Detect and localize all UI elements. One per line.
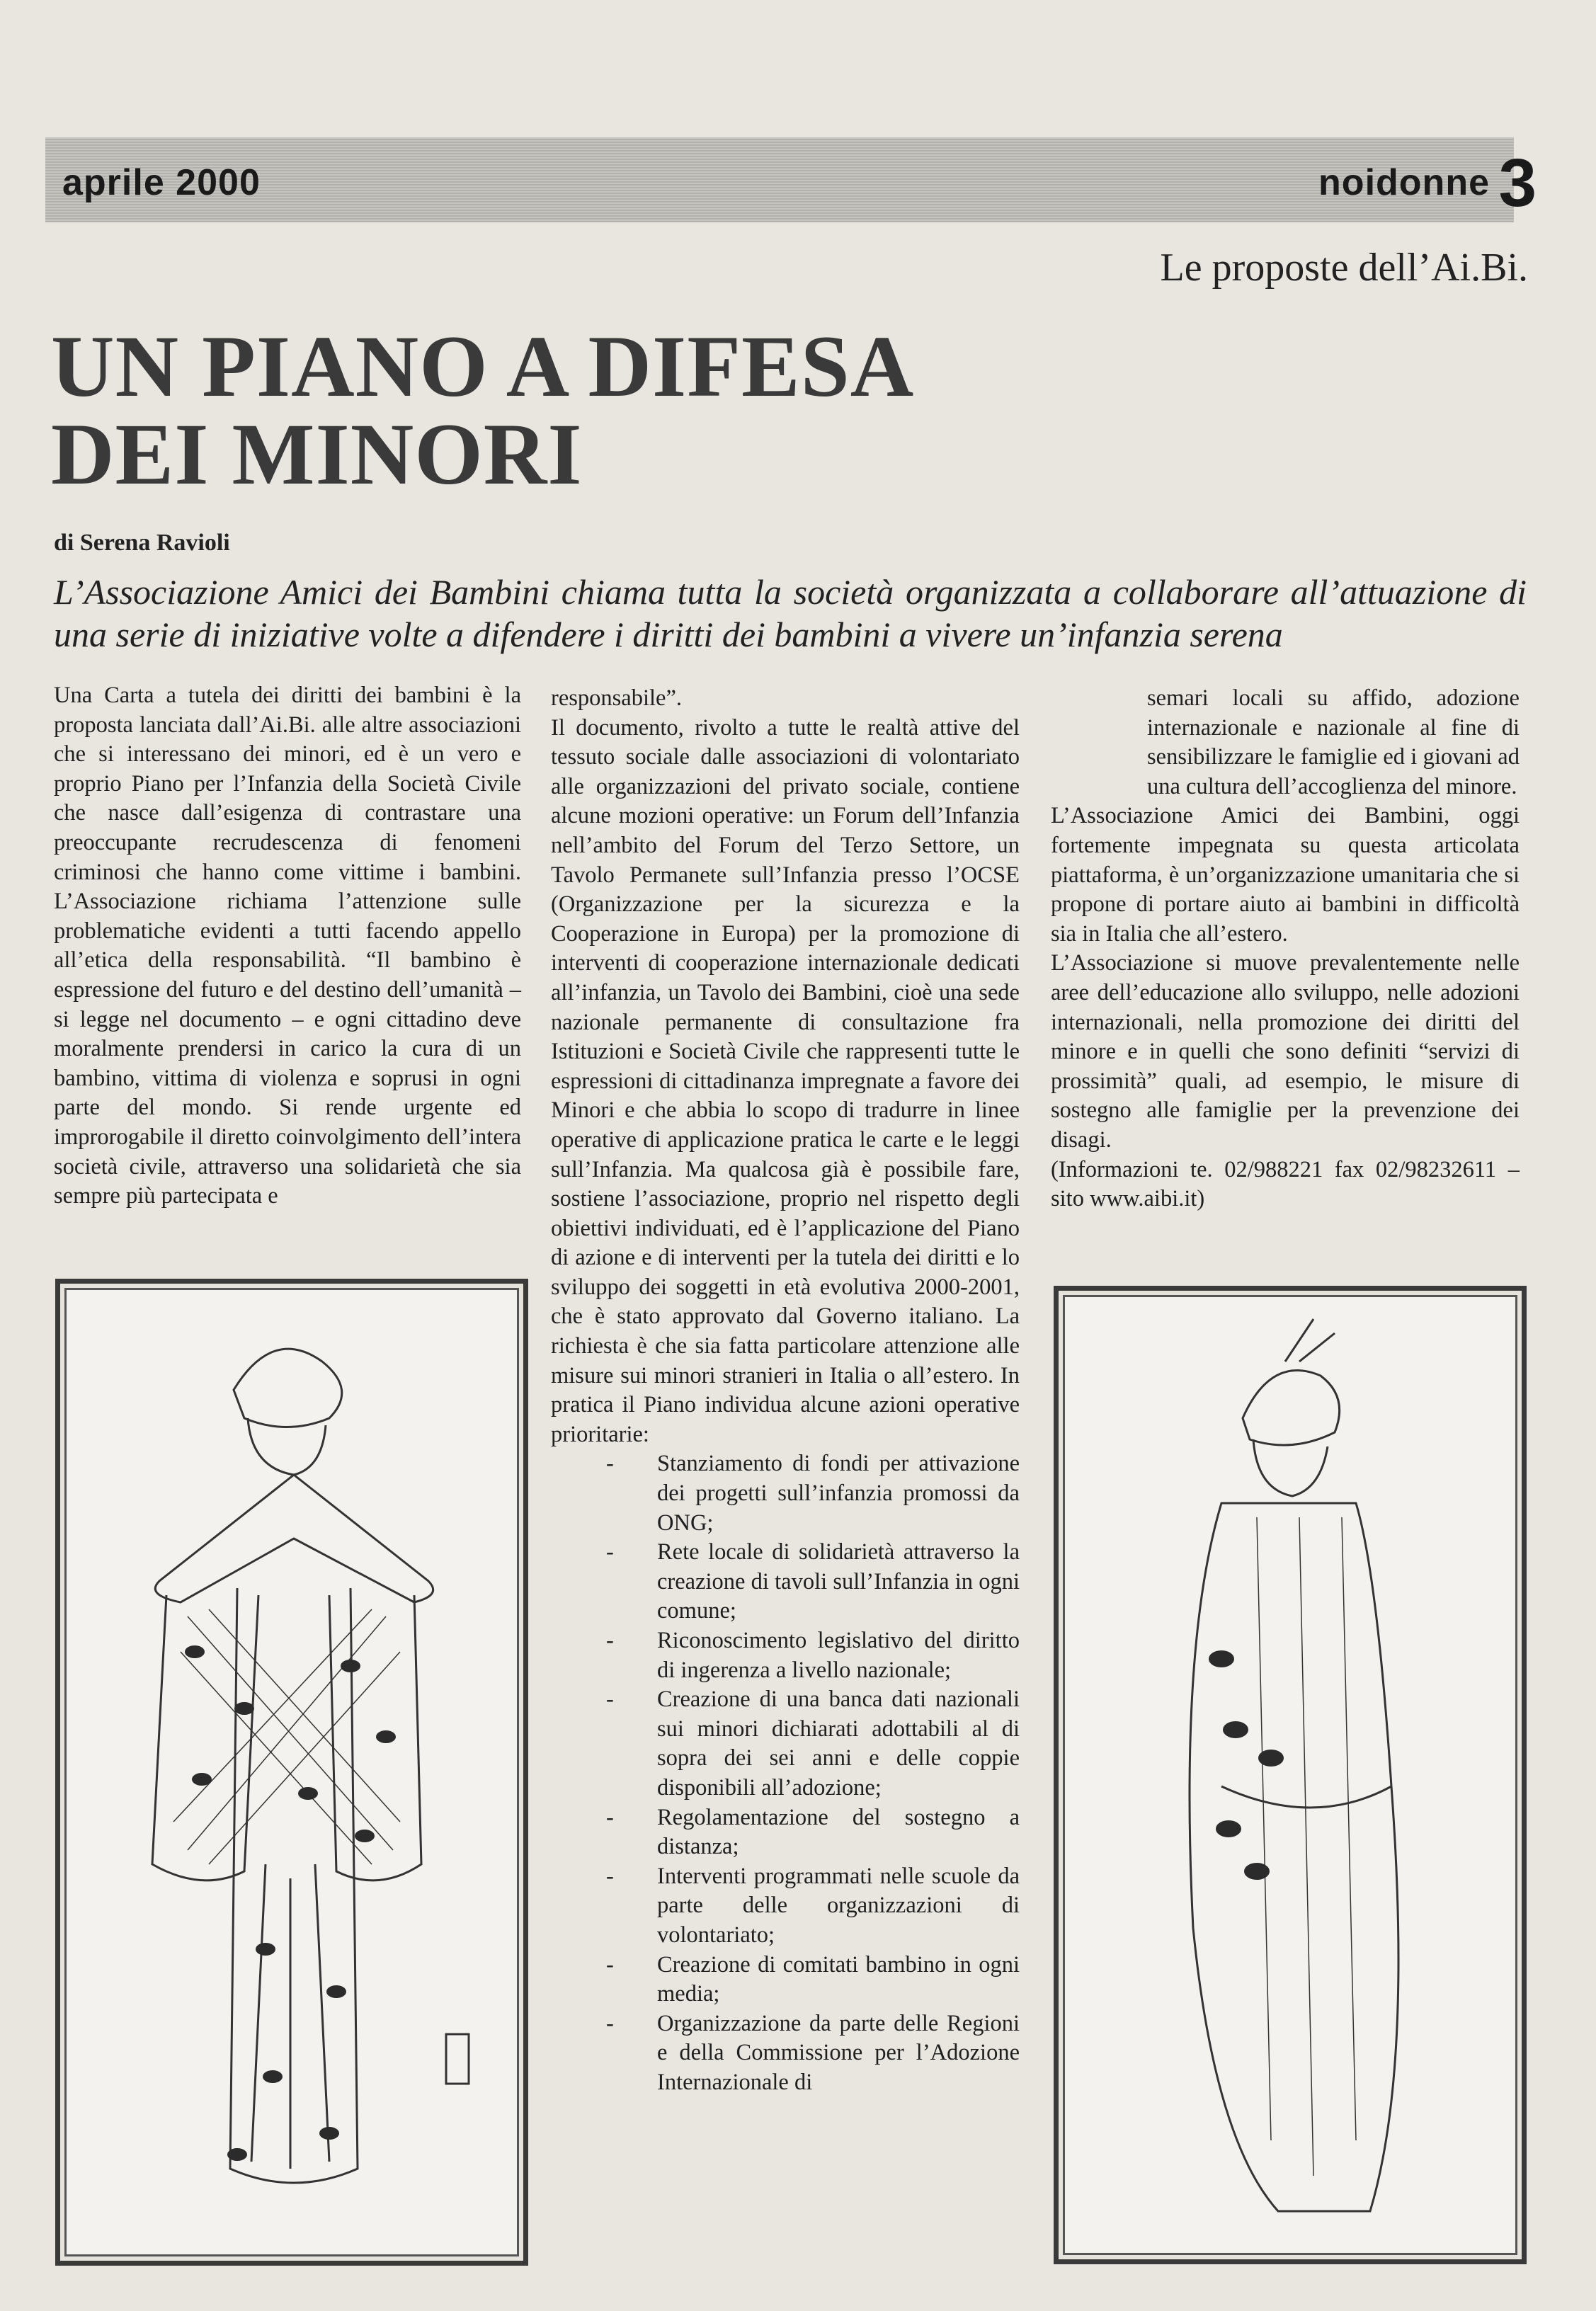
list-item: - Creazione di una banca dati nazionali sui minori dichiarati adottabili al di sopra dei sei anni e delle coppie disponibili all’adozione;	[606, 1687, 1020, 1801]
bullet-dash: -	[606, 1804, 614, 1830]
bullet-dash: -	[606, 2010, 614, 2036]
list-item: - Interventi programmati nelle scuole da parte delle organizzazioni di volontariato;	[606, 1863, 1020, 1948]
list-item: - Regolamentazione del sostegno a distanza;	[606, 1804, 1020, 1860]
woman-cloak-drawing	[1059, 1291, 1522, 2259]
illustration-right	[1054, 1286, 1527, 2264]
section-kicker: Le proposte dell’Ai.Bi.	[1160, 246, 1528, 290]
column-2-intro: responsabile”.	[551, 685, 683, 711]
bullet-dash: -	[606, 1863, 614, 1889]
headline-line-2: DEI MINORI	[51, 406, 583, 503]
article-column-3	[1051, 684, 1520, 1214]
column-1-text: Una Carta a tutela dei diritti dei bambini è la proposta lanciata dall’Ai.Bi. alle altre associazioni che si interessano dei minori, ed è un vero e proprio Piano per l’Infanzia della Società Civile che nasce dall’esigenza di contrastare una preoccupante recrudescenza di fenomeni criminosi che hanno come vittime i bambini. L’Associazione richiama l’attenzione sulle problematiche evidenti a tutti facendo appello all’etica della responsabilità. “Il bambino è espressione del futuro e del destino dell’umanità – si legge nel documento – e ogni cittadino deve moralmente prendersi in carico la cura di un bambino, vittima di violenza e soprusi in ogni parte del mondo. Si rende urgente ed improrogabile il diretto coinvolgimento dell’intera società civile, attraverso una solidarietà che sia sempre più partecipata e	[54, 683, 521, 1209]
list-item: - Creazione di comitati bambino in ogni media;	[606, 1951, 1020, 2007]
illustration-left	[55, 1279, 528, 2266]
priority-actions-list	[551, 1449, 1020, 2097]
byline: di Serena Ravioli	[54, 530, 230, 556]
bullet-dash: -	[606, 1687, 614, 1713]
article-deck: L’Associazione Amici dei Bambini chiama tutta la società organizzata a collaborare all’attuazione di una serie di iniziative volte a difendere i diritti dei bambini a vivere un’infanzia serena	[54, 572, 1527, 654]
issue-date: aprile 2000	[62, 162, 261, 203]
contact-info: (Informazioni te. 02/988221 fax 02/98232611 – sito www.aibi.it)	[1051, 1156, 1520, 1212]
bullet-dash: -	[606, 1628, 614, 1653]
list-item: - Rete locale di solidarietà attraverso la creazione di tavoli sull’Infanzia in ogni comune;	[606, 1539, 1020, 1624]
column-3-paragraph-1: L’Associazione Amici dei Bambini, oggi fortemente impegnata su questa articolata piattaforma, è un’organizzazione umanitaria che si propone di portare aiuto ai bambini in difficoltà sia in Italia che all’estero.	[1051, 803, 1520, 947]
page-number: 3	[1498, 145, 1537, 221]
column-2-text: Il documento, rivolto a tutte le realtà attive del tessuto sociale dalle associazioni di volontariato alle organizzazioni del privato sociale, contiene alcune mozioni operative: un Forum dell’Infanzia nell’ambito del Forum del Terzo Settore, un Tavolo Permanete sull’Infanzia presso l’OCSE (Organizzazione per la sicurezza e la Cooperazione in Europa) per la promozione di interventi di cooperazione internazionale dedicati all’infanzia, un Tavolo dei Bambini, cioè una sede nazionale permanente di consultazione fra Istituzioni e Società Civile che rappresenti tutte le espressioni di cittadinanza impregnate a favore dei Minori e che abbia lo scopo di tradurre in linee operative di applicazione pratica le carte e le leggi sull’Infanzia. Ma qualcosa già è possibile fare, sostiene l’associazione, proprio nel rispetto degli obiettivi individuati, ed è l’applicazione del Piano di azione e di interventi per la tutela dei diritti e lo sviluppo dei soggetti in età evolutiva 2000-2001, che è stato approvato dal Governo italiano. La richiesta è che sia fatta particolare attenzione alle misure sui minori stranieri in Italia o all’estero. In pratica il Piano individua alcune azioni operative prioritarie:	[551, 714, 1020, 1447]
header-band	[45, 137, 1514, 222]
column-3-paragraph-2: L’Associazione si muove prevalentemente nelle aree dell’educazione allo sviluppo, nelle adozioni internazionali, nella promozione dei diritti del minore e in quelli che sono definiti “servizi di prossimità” quali, ad esempio, le misure di sostegno alle famiglie per la prevenzione dei disagi.	[1051, 950, 1520, 1153]
list-item: - Organizzazione da parte delle Regioni e della Commissione per l’Adozione Internazionale di	[606, 2010, 1020, 2095]
bullet-dash: -	[606, 1951, 614, 1978]
bullet-dash: -	[606, 1451, 614, 1477]
article-column-2	[551, 684, 1020, 2098]
column-3-continuation: semari locali su affido, adozione internazionale e nazionale al fine di sensibilizzare le famiglie ed i giovani ad una cultura dell’accoglienza del minore.	[1147, 685, 1520, 799]
headline	[51, 318, 1113, 503]
headline-line-1: UN PIANO A DIFESA	[51, 318, 915, 415]
bullet-dash: -	[606, 1539, 614, 1565]
list-item: - Riconoscimento legislativo del diritto di ingerenza a livello nazionale;	[606, 1628, 1020, 1683]
woman-coat-drawing	[60, 1284, 523, 2261]
article-column-1	[54, 681, 521, 1211]
list-item: - Stanziamento di fondi per attivazione dei progetti sull’infanzia promossi da ONG;	[606, 1451, 1020, 1536]
magazine-name: noidonne	[1318, 162, 1490, 203]
